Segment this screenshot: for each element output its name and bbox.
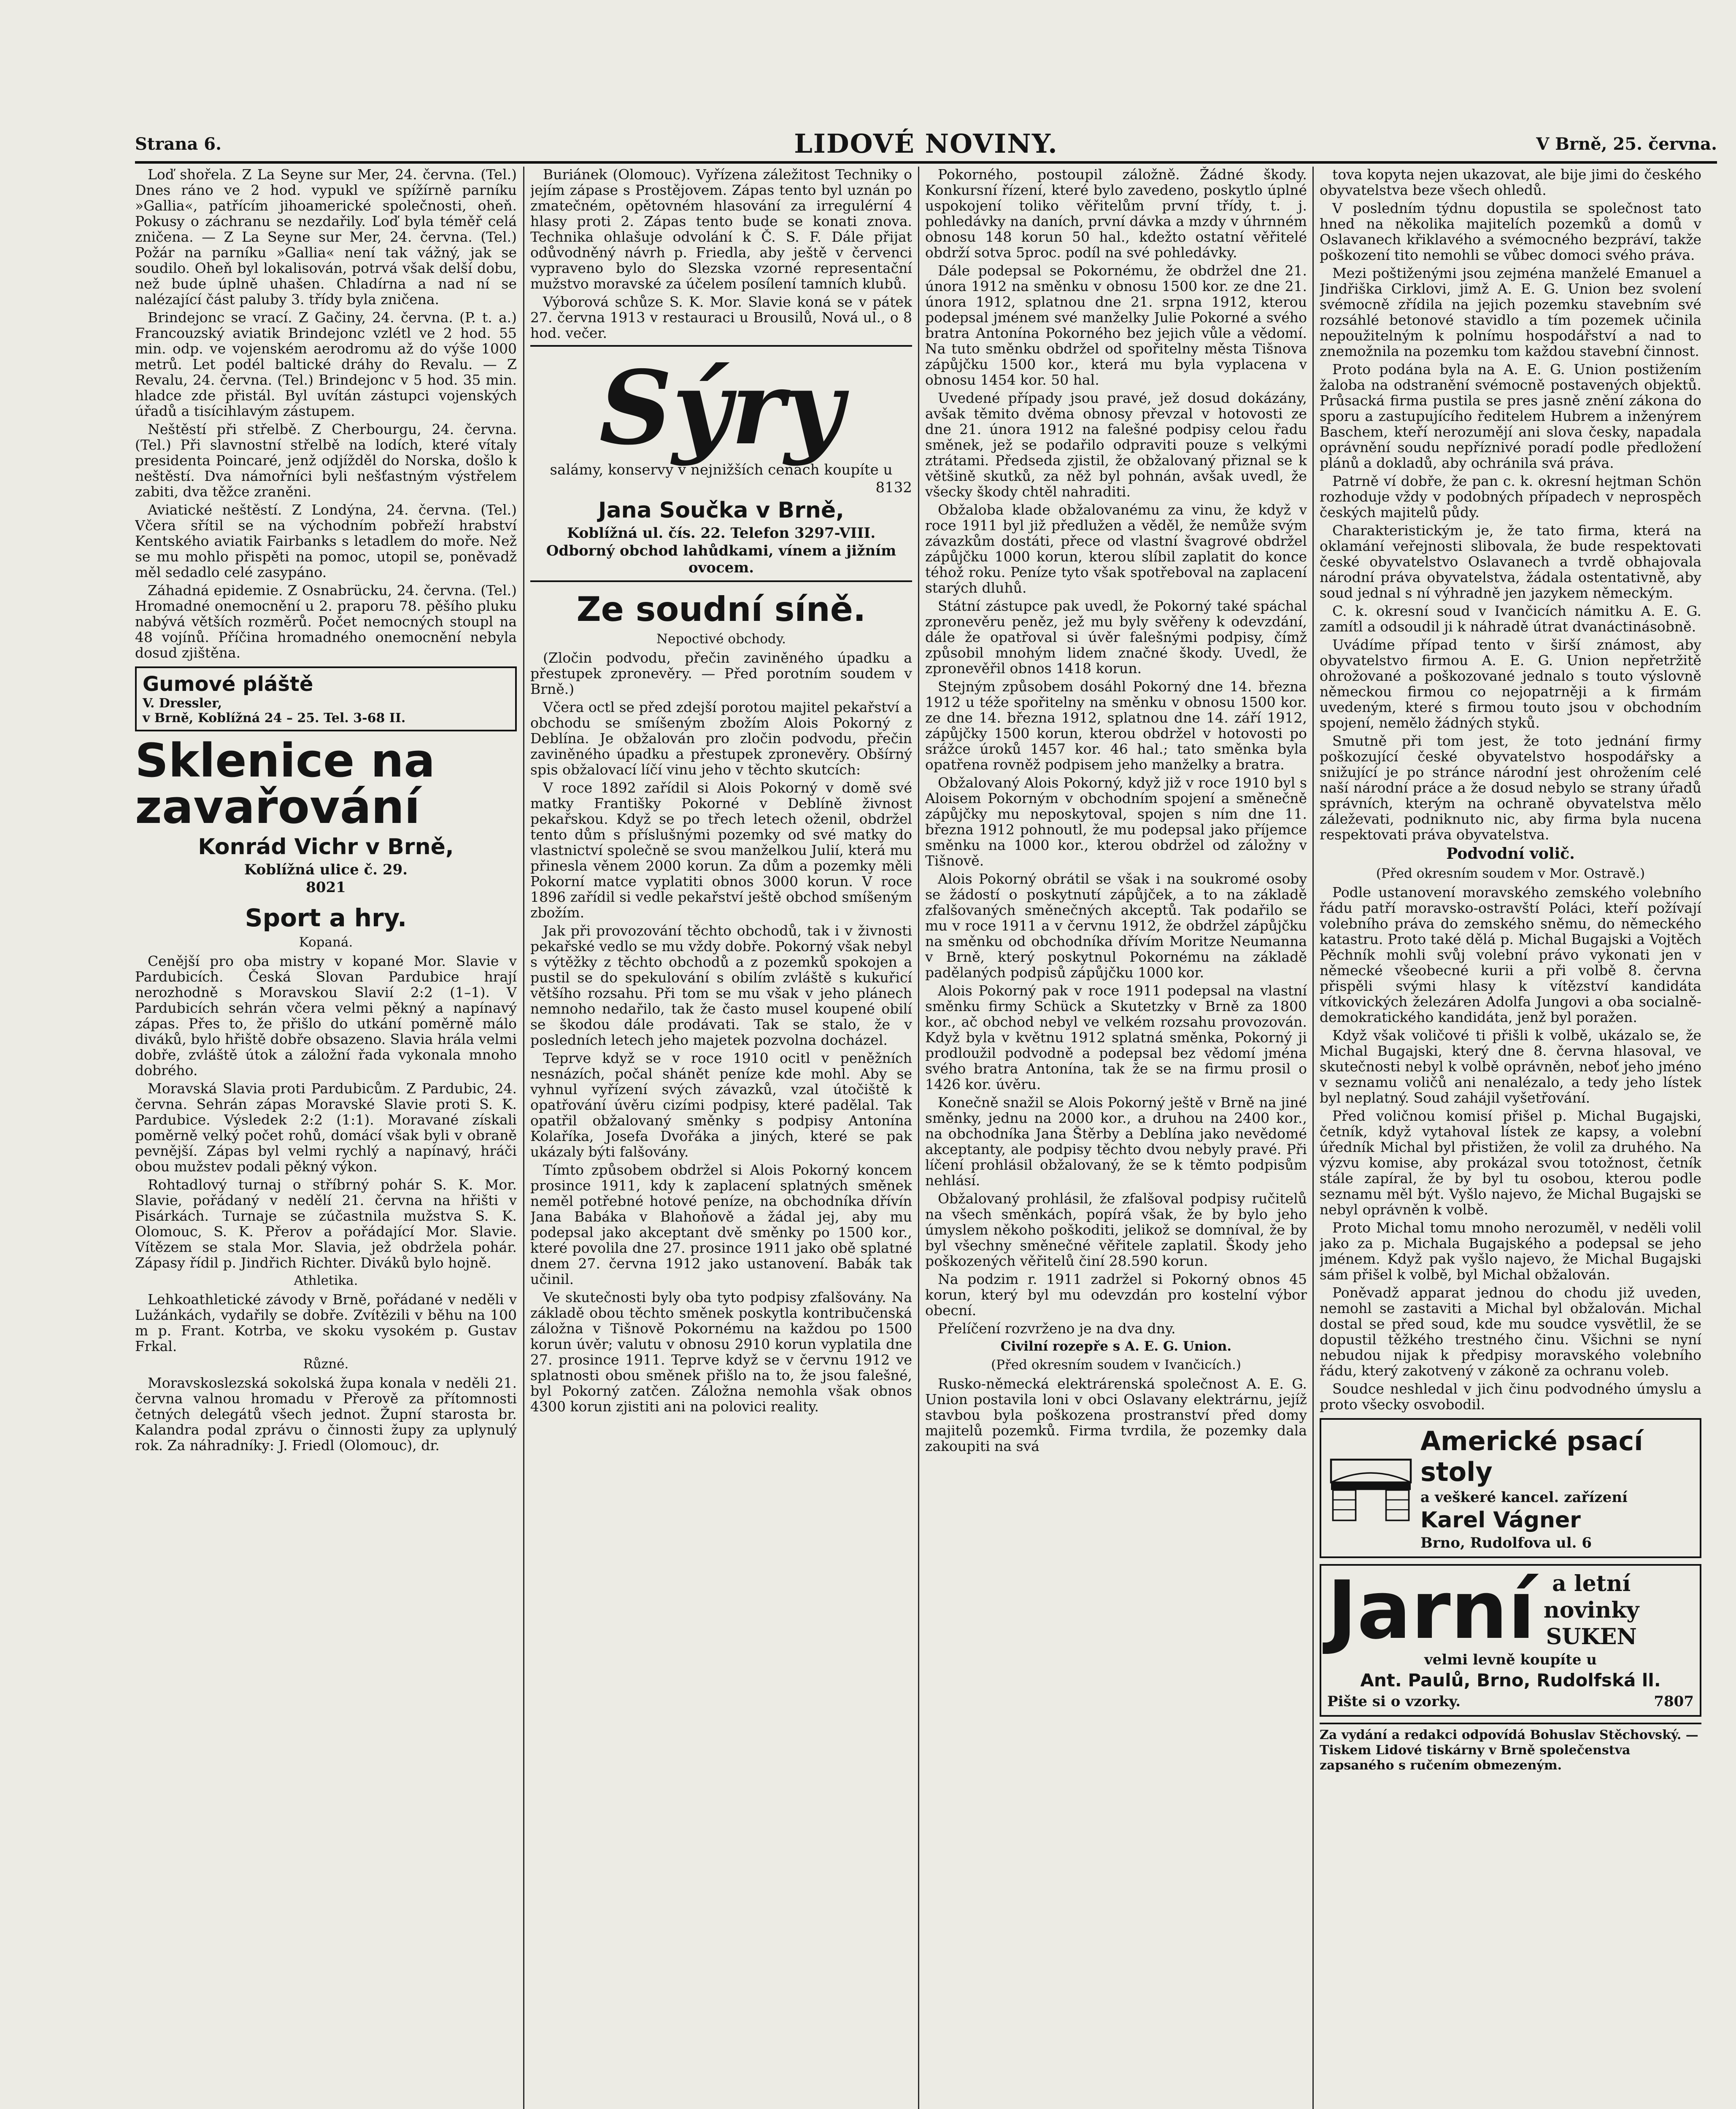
ad-line: a letní bbox=[1552, 1571, 1631, 1597]
article-paragraph: Na podzim r. 1911 zadržel si Pokorný obnos 45 korun, který byl mu odevzdán pro kostelní výbor obecní. bbox=[925, 1271, 1307, 1319]
article-paragraph: Obžalovaný prohlásil, že zfalšoval podpisy ručitelů na všech směnkách, popírá však, že by bylo jeho úmyslem někoho poškoditi, jelikož se domníval, že by byl všechny směnečné věřitele zaplatil. Škody jeho poškozených věřitelů činí 28.590 korun. bbox=[925, 1190, 1307, 1269]
article-paragraph: V roce 1892 zařídil si Alois Pokorný v domě své matky Františky Pokorné v Deblíně živnost pekařskou. Když se po třech letech oženil, obdržel tento dům s příslušnými pozemky od své matky do vlastnictví společně se svou manželkou Julií, která mu přinesla věnem 2000 korun. Za dům a pozemky měli Pokorní matce vyplatiti obnos 3000 korun. V roce 1896 zařídil si vedle pekařství ještě obchod smíšeným zbožím. bbox=[530, 779, 912, 921]
ad-title: Gumové pláště bbox=[143, 672, 313, 696]
article-paragraph: Moravskoslezská sokolská župa konala v neděli 21. června valnou hromadu v Přerově za přítomnosti četných delegátů všech jednot. Župní starosta br. Kalandra podal zprávu o činnosti župy za uplynulý rok. Za náhradníky: J. Friedl (Olomouc), dr. bbox=[135, 1375, 517, 1454]
article-title: Civilní rozepře s A. E. G. Union. bbox=[1000, 1339, 1232, 1354]
article-paragraph: Před voličnou komisí přišel p. Michal Bugajski, četník, když vytahoval lístek ze kapsy, a volební úředník Michal byl přistižen, že volil za druhého. Na výzvu komise, aby prokázal svou totožnost, četník stále zapíral, že by byl tu osobou, kterou podle seznamu měl být. Vyšlo najevo, že Michal Bugajski se nebyl oprávněn k volbě. bbox=[1320, 1108, 1701, 1218]
advertisement-fabrics bbox=[1320, 1564, 1701, 1717]
ad-name: Ant. Paulů, Brno, Rudolfská ll. bbox=[1360, 1670, 1661, 1691]
article-paragraph: Uvádíme případ tento v širší známost, aby obyvatelstvo firmou A. E. G. Union nepřetržitě ohrožované a poškozované jednalo s touto výslovně německou firmou co nejopatrněji a k firmám uvedeným, které s firmou touto jsou v obchodním spojení, nemělo žádných styků. bbox=[1320, 636, 1701, 731]
article-paragraph: Pokorného, postoupil záložně. Žádné škody. Konkursní řízení, které bylo zavedeno, poskytlo úplné uspokojení toliko věřitelům první třídy, t. j. pohledávky na daních, první dávka a mzdy v úhrnném obnosu 148 korun 50 hal., kdežto ostatní věřitelé obdrží sotva 5proc. podíl na své pohledávky. bbox=[925, 167, 1307, 261]
article-paragraph: Přelíčení rozvrženo je na dva dny. bbox=[938, 1320, 1176, 1337]
ad-title: Jarní bbox=[1327, 1563, 1535, 1657]
news-item: Záhadná epidemie. Z Osnabrücku, 24. června. (Tel.) Hromadné onemocnění u 2. praporu 78. pěšího pluku nabývá větších rozměrů. Počet nemocných stoupl na 48 vojínů. Příčina hromadného onemocnění nebyla dosud zjištěna. bbox=[135, 582, 517, 661]
article-lead: (Zločin podvodu, přečin zaviněného úpadku a přestupek zpronevěry. — Před porotním soudem v Brně.) bbox=[530, 650, 912, 697]
ad-line: novinky bbox=[1544, 1597, 1639, 1623]
header-rule bbox=[135, 161, 1717, 164]
ad-number: 7807 bbox=[1654, 1693, 1694, 1710]
ad-name: Jana Součka v Brně, bbox=[598, 498, 844, 523]
advertisement-jars bbox=[135, 734, 517, 896]
article-paragraph: Tímto způsobem obdržel si Alois Pokorný koncem prosince 1911, kdy k zaplacení splatných směnek neměl potřebné hotové peníze, na obchodníka dřívín Jana Babáka v Blahoňově a žádal jej, aby mu podepsal jako akceptant dvě směnky po 1500 kor., které povolila dne 27. prosince 1911 jako obě splatné dnem 27. června 1912 jako ustanovení. Babák tak učinil. bbox=[530, 1162, 912, 1287]
article-paragraph: Smutně při tom jest, že toto jednání firmy poškozující české obyvatelstvo hospodářsky a snižující je po stránce národní jest ohrožením celé naší národní práce a že dosud nebylo se strany úřadů správních, kterým na ochraně obyvatelstva mělo záleževati, podniknuto nic, aby firma byla nucena respektovati práva obyvatelstva. bbox=[1320, 733, 1701, 843]
article-paragraph: Soudce neshledal v jich činu podvodného úmyslu a proto všecky osvobodil. bbox=[1320, 1381, 1701, 1413]
article-paragraph: Jak při provozování těchto obchodů, tak i v živnosti pekařské vedlo se mu vždy dobře. Pokorný však nebyl s výtěžky z těchto obchodů a z pozemků spokojen a pustil se do spekulování s obilím zvláště s kukuřicí většího rozsahu. Při tom se mu však v jeho plánech nemnoho nedařilo, tak že často musel koupené obilí se škodou dále prodávati. Tak se stalo, že v posledních letech jeho majetek pozvolna docházel. bbox=[530, 922, 912, 1048]
article-paragraph: Konečně snažil se Alois Pokorný ještě v Brně na jiné směnky, jednu na 2000 kor., a druhou na 2400 kor., na obchodníka Jana Štěrby a Deblína jako nevědomé akceptanty, ale podpisy těchto dvou nebyly pravé. Při líčení prohlásil obžalovaný, že se k těmto podpisům nehlásí. bbox=[925, 1094, 1307, 1189]
ad-subtitle: a veškeré kancel. zařízení bbox=[1420, 1489, 1628, 1506]
article-paragraph: Patrně ví dobře, že pan c. k. okresní hejtman Schön rozhoduje vždy v podobných případech v neprospěch českých majitelů půdy. bbox=[1320, 473, 1701, 521]
article-title: Podvodní volič. bbox=[1446, 845, 1575, 863]
column-divider bbox=[918, 167, 919, 2109]
article-paragraph: Proto Michal tomu mnoho nerozuměl, v neděli volil jako za p. Michala Bugajského a podepsal se jeho jménem. Když pak vyšlo najevo, že Michal Bugajski sám přišel k volbě, byl Michal obžalován. bbox=[1320, 1219, 1701, 1283]
advertisement-raincoats bbox=[135, 666, 517, 731]
news-item: Brindejonc se vrací. Z Gačiny, 24. června. (P. t. a.) Francouzský aviatik Brindejonc vzlétl ve 2 hod. 55 min. odp. ve vojenském aerodromu až do výše 1000 metrů. Let podél baltické dráhy do Revalu. — Z Revalu, 24. června. (Tel.) Brindejonc v 5 hod. 35 min. hladce zde přistál. Byl uvítán zástupci vojenských úřadů a tisícihlavým zástupem. bbox=[135, 309, 517, 419]
advertisement-desks bbox=[1320, 1418, 1701, 1558]
section-title-sport: Sport a hry. bbox=[245, 903, 407, 932]
newspaper-title: LIDOVÉ NOVINY. bbox=[794, 128, 1058, 159]
article-paragraph: Moravská Slavia proti Pardubicům. Z Pardubic, 24. června. Sehrán zápas Moravské Slavie proti S. K. Pardubice. Výsledek 2:2 (1:1). Moravané získali poměrně velký počet rohů, domácí však byli v obraně pevnější. Zápas byl velmi rychlý a napínavý, hráči obou mužstev podali pěkný výkon. bbox=[135, 1080, 517, 1175]
subsection-title: Kopaná. bbox=[299, 935, 353, 950]
article-paragraph: Buriánek (Olomouc). Vyřízena záležitost Techniky o jejím zápase s Prostějovem. Zápas tento byl uznán po zmatečném, opětovném hlasování za irregulérní 4 hlasy proti 2. Zápas tento bude se konati znova. Technika ohlašuje odvolání k Č. S. F. Dále přijat odůvodněný návrh p. Friedla, aby ještě v červenci vypraveno bylo do Slezska vzorné representační mužstvo moravské za účelem posílení tamních klubů. bbox=[530, 167, 912, 292]
article-paragraph: Alois Pokorný obrátil se však i na soukromé osoby se žádostí o poskytnutí zápůjček, a to na základě zfalšovaných směnečných akceptů. Tak podařilo se mu v roce 1911 a v červnu 1912, že obdržel zápůjčku na směnku od obchodníka dřívím Moritze Neumanna v Brně, který poskytnul Pokornému na základě padělaných podpisů zápůjčku 1000 kor. bbox=[925, 871, 1307, 981]
article-paragraph: Včera octl se před zdejší porotou majitel pekařství a obchodu se smíšeným zbožím Alois Pokorný z Deblína. Je obžalován pro zločin podvodu, přečin zaviněného úpadku a přestupek zpronevěry. Obšírný spis obžalovací líčí vinu jeho v těchto skutcích: bbox=[530, 699, 912, 778]
advertisement-cheese bbox=[530, 345, 912, 582]
ad-subtitle: salámy, konservy v nejnižších cenách koupíte u bbox=[550, 461, 893, 478]
article-paragraph: Mezi poštiženými jsou zejména manželé Emanuel a Jindřiška Cirklovi, jimž A. E. G. Union bez svolení svémocně zřídila na jejich pozemku stavebním své rozsáhlé betonové stavidlo a tím pozemek učinila nepoužitelným k polnímu hospodářství a nad to znemožnila na pozemku tom každou stavební činnost. bbox=[1320, 265, 1701, 359]
desk-icon bbox=[1327, 1448, 1415, 1528]
article-paragraph: Stejným způsobem dosáhl Pokorný dne 14. března 1912 u téže spořitelny na směnku v obnosu 1500 kor. ze dne 14. března 1912, splatnou dne 14. září 1912, zápůjčky 1500 korun, kterou obdržel v hotovosti po srážce úroků 1457 kor. 46 hal.; tato směnka byla opatřena rovněž podpisem jeho manželky a bratra. bbox=[925, 678, 1307, 773]
article-paragraph: Charakteristickým je, že tato firma, která na oklamání veřejnosti slibovala, že bude respektovati české obyvatelstvo Oslavanech a tvrdě obhajovala národní práva obyvatelstva, žádala ostentativně, aby soud jednal s ní výhradně jen jazykem německým. bbox=[1320, 522, 1701, 601]
page-header bbox=[135, 128, 1717, 164]
article-paragraph: Dále podepsal se Pokornému, že obdržel dne 21. února 1912 na směnku v obnosu 1500 kor. ze dne 21. února 1912, splatnou dne 21. srpna 1912, kterou podepsal jménem své manželky Julie Pokorné a svého bratra Antonína Pokorného bez jejich vůle a vědomí. Na tuto směnku obdržel od spořitelny města Tišnova zápůjčku 1500 kor., která mu byla vyplacena v obnosu 1454 kor. 50 hal. bbox=[925, 262, 1307, 388]
ad-title: Americké psací stoly bbox=[1420, 1426, 1643, 1487]
ad-line: SUKEN bbox=[1546, 1624, 1637, 1650]
article-paragraph: Obžalovaný Alois Pokorný, když již v roce 1910 byl s Aloisem Pokorným v obchodním spojení a směnečně zápůjčky mu neposkytoval, spojen s ním dne 11. března 1912 pohnoutl, že mu podepsal jako příjemce směnku na 1000 kor., kterou obdržel od záložny v Tišnově. bbox=[925, 774, 1307, 869]
column-divider bbox=[1312, 167, 1314, 2109]
column-4 bbox=[1320, 167, 1701, 2109]
ad-line: Pište si o vzorky. bbox=[1327, 1693, 1461, 1710]
ad-description: Odborný obchod lahůdkami, vínem a jižním ovocem. bbox=[546, 542, 896, 576]
article-paragraph: Cenější pro oba mistry v kopané Mor. Slavie v Pardubicích. Česká Slovan Pardubice hrají nerozhodně s Moravskou Slavií 2:2 (1–1). V Pardubicích sehrán včera velmi pěkný a napínavý zápas. Přes to, že přišlo do utkání poměrně málo diváků, bylo hřiště dobře obsazeno. Slavia hrála velmi dobře, zvláště útok a záložní řada vykonala mnoho dobrého. bbox=[135, 953, 517, 1079]
ad-line: velmi levně koupíte u bbox=[1424, 1651, 1597, 1668]
article-paragraph: Když však voličové ti přišli k volbě, ukázalo se, že Michal Bugajski, který dne 8. června hlasoval, ve skutečnosti nebyl k volbě oprávněn, neboť jeho jméno v seznamu voličů ani nenalézalo, a tedy jeho lístek byl neplatný. Soud zahájil vyšetřování. bbox=[1320, 1027, 1701, 1106]
article-paragraph: Státní zástupce pak uvedl, že Pokorný také spáchal zpronevěru peněz, jež mu byly svěřeny k odevzdání, dále že opatřoval si úvěr falešnými podpisy, čímž způsobil mnohým lidem značné škody. Uvedl, že zpronevěřil obnos 1418 korun. bbox=[925, 598, 1307, 677]
article-paragraph: Proto podána byla na A. E. G. Union postižením žaloba na odstranění svémocně postavených objektů. Průsacká firma pustila se pres jasně znění zákona do sporu a zastupujícího ředitelem Hubrem a inženýrem Baschem, kteří nerozumějí ani slova česky, napadala oprávnění soudu nepříznivé poradí podle předložení plánů a dokladů, aby ochránila svá práva. bbox=[1320, 361, 1701, 471]
news-item: Neštěstí při střelbě. Z Cherbourgu, 24. června. (Tel.) Při slavnostní střelbě na lodích, které vítaly presidenta Poincaré, jenž odjížděl do Norska, došlo k neštěstí. Dva námořníci byli nešťastným výstřelem zabiti, dva těžce zraněni. bbox=[135, 421, 517, 500]
article-paragraph: Rusko-německá elektrárenská společnost A. E. G. Union postavila loni v obci Oslavany elektrárnu, jejíž stavbou byla poškozena prostranství před domy majitelů pozemků. Firma tvrdila, že pozemky dala zakoupiti na svá bbox=[925, 1375, 1307, 1454]
article-paragraph: Ve skutečnosti byly oba tyto podpisy zfalšovány. Na základě obou těchto směnek poskytla kontribučenská záložna v Tišnově Pokornému na každou po 1500 korun úvěr; valutu v obnosu 2910 korun vyplatila dne 27. prosince 1911. Teprve když se v červnu 1912 ve splatnosti obou směnek přišlo na to, že jsou falešné, byl Pokorný zatčen. Záložna nemohla však obnos 4300 korun zjistiti ani na polovici reality. bbox=[530, 1289, 912, 1415]
article-paragraph: Podle ustanovení moravského zemského volebního řádu patří moravsko-ostravští Poláci, kteří požívají volebního práva do zemského sněmu, do německého katastru. Proto také dělá p. Michal Bugajski a Vojtěch Pěchník mohli svůj volební právo vykonati jen v německé všeobecné kurii a při volbě 8. června přispěli svými hlasy k vítězství kandidáta vítkovických železáren Adolfa Jungovi a oba socialně-demokratického kandidáta, jenž byl poražen. bbox=[1320, 884, 1701, 1025]
article-paragraph: Poněvadž apparat jednou do chodu již uveden, nemohl se zastaviti a Michal byl obžalován. Michal dostal se před soud, kde mu soudce vysvětlil, že se dopustil těžkého trestného činu. Všichni se nyní nebudou nijak k předpisy moravského volebního řádu, který zakotvený v zákoně za ochranu voleb. bbox=[1320, 1284, 1701, 1379]
article-paragraph: Teprve když se v roce 1910 ocitl v peněžních nesnázích, počal shánět peníze kde mohl. Aby se vyhnul vyřízení svých závazků, vzal útočiště k opatřování úvěru cizími podpisy, které padělal. Tak opatřil obžalovaný směnky s podpisy Antonína Kolaříka, Josefa Dvořáka a jiných, které se pak ukázaly býti falšovány. bbox=[530, 1050, 912, 1160]
news-item: Loď shořela. Z La Seyne sur Mer, 24. června. (Tel.) Dnes ráno ve 2 hod. vypukl ve spížírně parníku »Gallia«, patřícím jihoamerické společnosti, oheň. Pokusy o záchranu se nezdařily. Loď byla téměř celá zničena. — Z La Seyne sur Mer, 24. června. (Tel.) Požár na parníku »Gallia« není tak vážný, jak se soudilo. Oheň byl lokalisován, potrvá však delší dobu, než bude úplně uhašen. Chladírna a nad ní se nalézající část paluby 3. třídy byla zničena. bbox=[135, 167, 517, 307]
ad-number: 8021 bbox=[306, 879, 346, 896]
imprint: Za vydání a redakci odpovídá Bohuslav Stěchovský. — Tiskem Lidové tiskárny v Brně společenstva zapsaného s ručením obmezeným. bbox=[1320, 1723, 1701, 1773]
column-divider bbox=[523, 167, 524, 2109]
ad-address: v Brně, Koblížná 24 – 25. Tel. 3-68 II. bbox=[143, 711, 406, 725]
article-paragraph: Obžaloba klade obžalovanému za vinu, že když v roce 1911 byl již předlužen a věděl, že nemůže svým závazkům dostáti, přece od vlastní švagrové obdržel zápůjčku 1000 korun, kterou slíbil zaplatit do konce téhož roku. Peníze tyto však spotřeboval na zaplacení starých dluhů. bbox=[925, 502, 1307, 596]
article-paragraph: Rohtadlový turnaj o stříbrný pohár S. K. Mor. Slavie, pořádaný v nedělí 21. června na hřišti v Pisárkách. Turnaje se zúčastnila mužstva S. K. Olomouc, S. K. Přerov a pořádající Mor. Slavie. Vítězem se stala Mor. Slavia, jež obdržela pohár. Zápasy řídil p. Jindřich Richter. Diváků bylo hojně. bbox=[135, 1176, 517, 1271]
article-title: Nepoctivé obchody. bbox=[656, 631, 786, 647]
article-paragraph: tova kopyta nejen ukazovat, ale bije jimi do českého obyvatelstva beze všech ohledů. bbox=[1320, 167, 1701, 198]
article-paragraph: Výborová schůze S. K. Mor. Slavie koná se v pátek 27. června 1913 v restauraci u Brousilů, Nová ul., o 8 hod. večer. bbox=[530, 294, 912, 341]
ad-name: Karel Vágner bbox=[1420, 1508, 1581, 1533]
column-2 bbox=[530, 167, 912, 2109]
ad-number: 8132 bbox=[875, 479, 912, 496]
column-1 bbox=[135, 167, 517, 2109]
article-paragraph: Lehkoathletické závody v Brně, pořádané v neděli v Lužánkách, vydařily se dobře. Zvítězili v běhu na 100 m p. Frant. Kotrba, ve skoku vysokém p. Gustav Frkal. bbox=[135, 1291, 517, 1354]
article-paragraph: Uvedené případy jsou pravé, jež dosud dokázány, avšak těmito dvěma obnosy převzal v hotovosti ze dne 21. února 1912 na falešné podpisy celou řadu směnek, jež se podařilo odpraviti pouze s velkými ztrátami. Předseda zjistil, že obžalovaný přiznal se k většině skutků, za něž byl pohnán, avšak uvedl, že všecky škody chtěl nahraditi. bbox=[925, 390, 1307, 500]
ad-address: Brno, Rudolfova ul. 6 bbox=[1420, 1535, 1592, 1551]
subsection-title: Athletika. bbox=[294, 1273, 358, 1288]
article-paragraph: V posledním týdnu dopustila se společnost tato hned na několika majitelích pozemků a domů v Oslavanech křiklavého a svémocného bezpráví, takže poškození tito nemohli se vůbec domoci svého práva. bbox=[1320, 200, 1701, 263]
article-paragraph: Alois Pokorný pak v roce 1911 podepsal na vlastní směnku firmy Schück a Skutetzky v Brně za 1800 kor., ač obchod nebyl ve velkém rozsahu provozován. Když byla v květnu 1912 splatná směnka, Pokorný ji prodloužil podvodně a podepsal bez vědomí jména svého bratra Antonína, tak že se na firmu prosil o 1426 kor. úvěru. bbox=[925, 982, 1307, 1092]
ad-title: Sýry bbox=[599, 348, 843, 467]
news-item: Aviatické neštěstí. Z Londýna, 24. června. (Tel.) Včera sřítil se na východním pobřeží hrabství Kentského aviatik Fairbanks s letadlem do moře. Než se mu mohlo přispěti na pomoc, utopil se, poněvadž měl sedadlo celé zasypáno. bbox=[135, 502, 517, 580]
ad-address: Koblížná ulice č. 29. bbox=[244, 861, 408, 878]
page-number: Strana 6. bbox=[135, 134, 222, 154]
ad-title: Sklenice na zavařování bbox=[135, 734, 435, 834]
ad-name: Konrád Vichr v Brně, bbox=[198, 834, 454, 860]
article-subtitle: (Před okresním soudem v Mor. Ostravě.) bbox=[1376, 866, 1645, 881]
article-paragraph: C. k. okresní soud v Ivančicích námitku A. E. G. zamítl a odsoudil ji k náhradě útrat dvanáctinásobně. bbox=[1320, 603, 1701, 635]
issue-date: V Brně, 25. června. bbox=[1536, 134, 1717, 154]
article-subtitle: (Před okresním soudem v Ivančicích.) bbox=[991, 1357, 1241, 1373]
ad-name: V. Dressler, bbox=[143, 696, 222, 711]
section-title-court: Ze soudní síně. bbox=[576, 590, 866, 629]
ad-address: Koblížná ul. čís. 22. Telefon 3297-VIII. bbox=[567, 525, 876, 542]
subsection-title: Různé. bbox=[303, 1357, 349, 1372]
column-3 bbox=[925, 167, 1307, 2109]
